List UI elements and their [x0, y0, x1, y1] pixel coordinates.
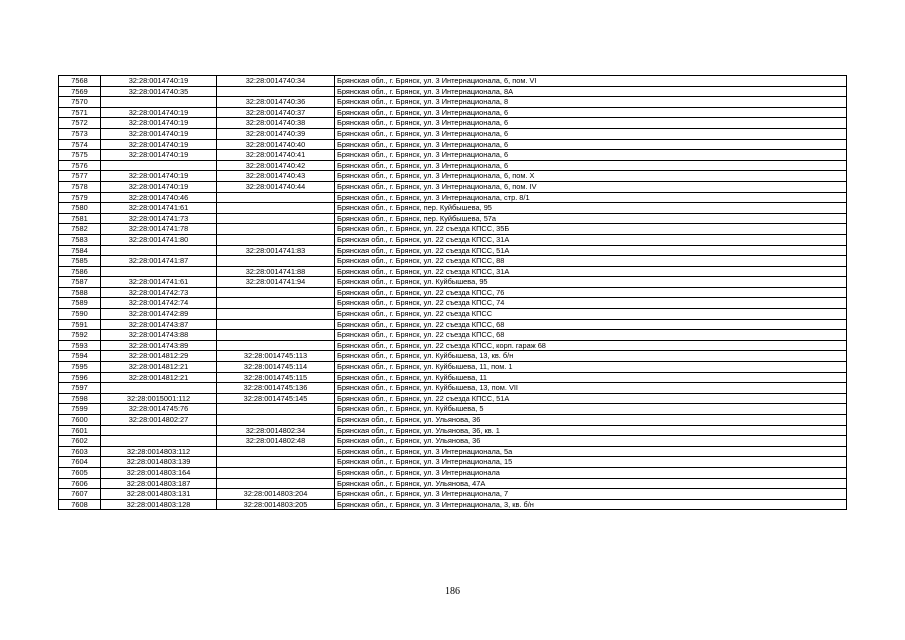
table-row: [59, 234, 847, 245]
row-number-cell: 7582: [59, 224, 101, 235]
row-number-cell: 7583: [59, 234, 101, 245]
land-cadastral-number-cell: 32:28:0014741:61: [101, 277, 217, 288]
land-cadastral-number-cell: 32:28:0014812:29: [101, 351, 217, 362]
row-number-cell: 7607: [59, 489, 101, 500]
address-cell: Брянская обл., г. Брянск, ул. 3 Интернационала, 6: [335, 139, 847, 150]
row-number-cell: 7605: [59, 467, 101, 478]
row-number-cell: 7584: [59, 245, 101, 256]
row-number-cell: 7575: [59, 150, 101, 161]
object-cadastral-number-cell: 32:28:0014740:36: [217, 97, 335, 108]
table-row: [59, 489, 847, 500]
land-cadastral-number-cell: 32:28:0014803:131: [101, 489, 217, 500]
table-row: [59, 266, 847, 277]
address-cell: Брянская обл., г. Брянск, ул. 3 Интернационала, 6: [335, 160, 847, 171]
row-number-cell: 7587: [59, 277, 101, 288]
address-cell: Брянская обл., г. Брянск, ул. Ульянова, 47А: [335, 478, 847, 489]
land-cadastral-number-cell: 32:28:0014742:74: [101, 298, 217, 309]
row-number-cell: 7571: [59, 107, 101, 118]
land-cadastral-number-cell: 32:28:0014740:19: [101, 76, 217, 87]
land-cadastral-number-cell: 32:28:0014803:139: [101, 457, 217, 468]
row-number-cell: 7577: [59, 171, 101, 182]
row-number-cell: 7608: [59, 499, 101, 510]
land-cadastral-number-cell: 32:28:0014740:19: [101, 107, 217, 118]
land-cadastral-number-cell: 32:28:0014740:35: [101, 86, 217, 97]
table-row: [59, 181, 847, 192]
table-row: [59, 76, 847, 87]
address-cell: Брянская обл., г. Брянск, ул. 3 Интернационала, 6: [335, 128, 847, 139]
row-number-cell: 7600: [59, 415, 101, 426]
object-cadastral-number-cell: [217, 213, 335, 224]
object-cadastral-number-cell: [217, 330, 335, 341]
address-cell: Брянская обл., г. Брянск, ул. 22 съезда КПСС: [335, 309, 847, 320]
land-cadastral-number-cell: [101, 97, 217, 108]
table-row: [59, 128, 847, 139]
object-cadastral-number-cell: [217, 256, 335, 267]
land-cadastral-number-cell: 32:28:0014812:21: [101, 372, 217, 383]
address-cell: Брянская обл., г. Брянск, ул. 22 съезда КПСС, 76: [335, 287, 847, 298]
table-row: [59, 192, 847, 203]
object-cadastral-number-cell: 32:28:0014745:113: [217, 351, 335, 362]
address-cell: Брянская обл., г. Брянск, ул. 3 Интернационала, 8: [335, 97, 847, 108]
address-cell: Брянская обл., г. Брянск, ул. 22 съезда КПСС, 74: [335, 298, 847, 309]
table-row: [59, 86, 847, 97]
land-cadastral-number-cell: [101, 425, 217, 436]
row-number-cell: 7599: [59, 404, 101, 415]
land-cadastral-number-cell: 32:28:0015001:112: [101, 393, 217, 404]
table-row: [59, 97, 847, 108]
address-cell: Брянская обл., г. Брянск, ул. 22 съезда КПСС, 31А: [335, 234, 847, 245]
page-number: 186: [445, 586, 460, 597]
land-cadastral-number-cell: 32:28:0014812:21: [101, 362, 217, 373]
table-row: [59, 319, 847, 330]
object-cadastral-number-cell: 32:28:0014740:39: [217, 128, 335, 139]
land-cadastral-number-cell: 32:28:0014741:87: [101, 256, 217, 267]
land-cadastral-number-cell: 32:28:0014742:73: [101, 287, 217, 298]
table-row: [59, 436, 847, 447]
land-cadastral-number-cell: 32:28:0014740:46: [101, 192, 217, 203]
table-row: [59, 372, 847, 383]
row-number-cell: 7568: [59, 76, 101, 87]
row-number-cell: 7597: [59, 383, 101, 394]
object-cadastral-number-cell: 32:28:0014741:88: [217, 266, 335, 277]
object-cadastral-number-cell: 32:28:0014741:83: [217, 245, 335, 256]
land-cadastral-number-cell: 32:28:0014803:112: [101, 446, 217, 457]
address-cell: Брянская обл., г. Брянск, ул. 3 Интернационала, 8А: [335, 86, 847, 97]
address-cell: Брянская обл., г. Брянск, ул. 22 съезда КПСС, 51А: [335, 245, 847, 256]
address-cell: Брянская обл., г. Брянск, ул. 22 съезда КПСС, 35Б: [335, 224, 847, 235]
address-cell: Брянская обл., г. Брянск, ул. 3 Интернационала, 7: [335, 489, 847, 500]
address-cell: Брянская обл., г. Брянск, ул. 22 съезда КПСС, 88: [335, 256, 847, 267]
address-cell: Брянская обл., г. Брянск, ул. Куйбышева, 13, пом. VII: [335, 383, 847, 394]
table-row: [59, 309, 847, 320]
table-row: [59, 224, 847, 235]
row-number-cell: 7595: [59, 362, 101, 373]
table-row: [59, 203, 847, 214]
object-cadastral-number-cell: 32:28:0014745:145: [217, 393, 335, 404]
row-number-cell: 7601: [59, 425, 101, 436]
address-cell: Брянская обл., г. Брянск, пер. Куйбышева, 57а: [335, 213, 847, 224]
address-cell: Брянская обл., г. Брянск, ул. 22 съезда КПСС, 51А: [335, 393, 847, 404]
address-cell: Брянская обл., г. Брянск, ул. 3 Интернационала, 5а: [335, 446, 847, 457]
land-cadastral-number-cell: 32:28:0014742:89: [101, 309, 217, 320]
table-row: [59, 478, 847, 489]
object-cadastral-number-cell: 32:28:0014803:205: [217, 499, 335, 510]
object-cadastral-number-cell: [217, 309, 335, 320]
table-row: [59, 383, 847, 394]
row-number-cell: 7603: [59, 446, 101, 457]
land-cadastral-number-cell: 32:28:0014740:19: [101, 128, 217, 139]
object-cadastral-number-cell: 32:28:0014740:41: [217, 150, 335, 161]
row-number-cell: 7585: [59, 256, 101, 267]
object-cadastral-number-cell: 32:28:0014740:34: [217, 76, 335, 87]
object-cadastral-number-cell: [217, 478, 335, 489]
address-cell: Брянская обл., г. Брянск, ул. Куйбышева, 13, кв. б/н: [335, 351, 847, 362]
table-row: [59, 245, 847, 256]
row-number-cell: 7586: [59, 266, 101, 277]
table-row: [59, 150, 847, 161]
land-cadastral-number-cell: [101, 245, 217, 256]
address-cell: Брянская обл., г. Брянск, ул. 22 съезда КПСС, 31А: [335, 266, 847, 277]
property-register-table: [58, 75, 847, 510]
address-cell: Брянская обл., г. Брянск, ул. Ульянова, 36, кв. 1: [335, 425, 847, 436]
land-cadastral-number-cell: [101, 266, 217, 277]
object-cadastral-number-cell: 32:28:0014745:115: [217, 372, 335, 383]
land-cadastral-number-cell: [101, 383, 217, 394]
address-cell: Брянская обл., г. Брянск, ул. 3 Интернационала, 3, кв. б/н: [335, 499, 847, 510]
row-number-cell: 7588: [59, 287, 101, 298]
object-cadastral-number-cell: 32:28:0014803:204: [217, 489, 335, 500]
table-row: [59, 467, 847, 478]
object-cadastral-number-cell: [217, 340, 335, 351]
address-cell: Брянская обл., г. Брянск, ул. Ульянова, 36: [335, 415, 847, 426]
address-cell: Брянская обл., г. Брянск, ул. Ульянова, 36: [335, 436, 847, 447]
row-number-cell: 7594: [59, 351, 101, 362]
table-row: [59, 425, 847, 436]
object-cadastral-number-cell: [217, 446, 335, 457]
object-cadastral-number-cell: [217, 192, 335, 203]
object-cadastral-number-cell: 32:28:0014745:114: [217, 362, 335, 373]
object-cadastral-number-cell: [217, 203, 335, 214]
object-cadastral-number-cell: [217, 457, 335, 468]
object-cadastral-number-cell: [217, 234, 335, 245]
row-number-cell: 7589: [59, 298, 101, 309]
table-row: [59, 298, 847, 309]
row-number-cell: 7598: [59, 393, 101, 404]
table-row: [59, 446, 847, 457]
table-row: [59, 457, 847, 468]
table-row: [59, 160, 847, 171]
object-cadastral-number-cell: 32:28:0014740:40: [217, 139, 335, 150]
land-cadastral-number-cell: 32:28:0014740:19: [101, 171, 217, 182]
row-number-cell: 7592: [59, 330, 101, 341]
land-cadastral-number-cell: 32:28:0014740:19: [101, 139, 217, 150]
table-row: [59, 499, 847, 510]
table-row: [59, 330, 847, 341]
object-cadastral-number-cell: 32:28:0014740:37: [217, 107, 335, 118]
row-number-cell: 7580: [59, 203, 101, 214]
address-cell: Брянская обл., г. Брянск, ул. 3 Интернационала, 6: [335, 118, 847, 129]
object-cadastral-number-cell: 32:28:0014740:38: [217, 118, 335, 129]
table-row: [59, 362, 847, 373]
address-cell: Брянская обл., г. Брянск, ул. Куйбышева, 11: [335, 372, 847, 383]
row-number-cell: 7602: [59, 436, 101, 447]
land-cadastral-number-cell: 32:28:0014803:187: [101, 478, 217, 489]
address-cell: Брянская обл., г. Брянск, ул. Куйбышева, 11, пом. 1: [335, 362, 847, 373]
object-cadastral-number-cell: [217, 404, 335, 415]
land-cadastral-number-cell: 32:28:0014743:88: [101, 330, 217, 341]
table-row: [59, 139, 847, 150]
row-number-cell: 7596: [59, 372, 101, 383]
land-cadastral-number-cell: 32:28:0014741:78: [101, 224, 217, 235]
land-cadastral-number-cell: 32:28:0014803:128: [101, 499, 217, 510]
address-cell: Брянская обл., г. Брянск, ул. 3 Интернационала, 15: [335, 457, 847, 468]
row-number-cell: 7604: [59, 457, 101, 468]
address-cell: Брянская обл., г. Брянск, ул. 3 Интернационала: [335, 467, 847, 478]
land-cadastral-number-cell: 32:28:0014741:80: [101, 234, 217, 245]
row-number-cell: 7579: [59, 192, 101, 203]
object-cadastral-number-cell: 32:28:0014802:48: [217, 436, 335, 447]
row-number-cell: 7590: [59, 309, 101, 320]
object-cadastral-number-cell: [217, 298, 335, 309]
table-row: [59, 171, 847, 182]
object-cadastral-number-cell: [217, 467, 335, 478]
row-number-cell: 7570: [59, 97, 101, 108]
address-cell: Брянская обл., г. Брянск, ул. Куйбышева, 95: [335, 277, 847, 288]
table-row: [59, 287, 847, 298]
address-cell: Брянская обл., г. Брянск, ул. 3 Интернационала, стр. 8/1: [335, 192, 847, 203]
object-cadastral-number-cell: [217, 287, 335, 298]
object-cadastral-number-cell: 32:28:0014741:94: [217, 277, 335, 288]
land-cadastral-number-cell: 32:28:0014740:19: [101, 150, 217, 161]
land-cadastral-number-cell: 32:28:0014802:27: [101, 415, 217, 426]
land-cadastral-number-cell: 32:28:0014740:19: [101, 181, 217, 192]
land-cadastral-number-cell: [101, 160, 217, 171]
land-cadastral-number-cell: 32:28:0014743:87: [101, 319, 217, 330]
address-cell: Брянская обл., г. Брянск, ул. 22 съезда КПСС, корп. гараж 68: [335, 340, 847, 351]
table-row: [59, 340, 847, 351]
land-cadastral-number-cell: 32:28:0014803:164: [101, 467, 217, 478]
land-cadastral-number-cell: 32:28:0014741:73: [101, 213, 217, 224]
table-row: [59, 107, 847, 118]
row-number-cell: 7593: [59, 340, 101, 351]
object-cadastral-number-cell: 32:28:0014740:42: [217, 160, 335, 171]
object-cadastral-number-cell: [217, 86, 335, 97]
object-cadastral-number-cell: 32:28:0014802:34: [217, 425, 335, 436]
table-row: [59, 118, 847, 129]
address-cell: Брянская обл., г. Брянск, ул. 3 Интернационала, 6: [335, 107, 847, 118]
address-cell: Брянская обл., г. Брянск, ул. Куйбышева, 5: [335, 404, 847, 415]
address-cell: Брянская обл., г. Брянск, ул. 3 Интернационала, 6, пом. VI: [335, 76, 847, 87]
address-cell: Брянская обл., г. Брянск, ул. 3 Интернационала, 6: [335, 150, 847, 161]
row-number-cell: 7569: [59, 86, 101, 97]
address-cell: Брянская обл., г. Брянск, ул. 3 Интернационала, 6, пом. X: [335, 171, 847, 182]
row-number-cell: 7574: [59, 139, 101, 150]
table-row: [59, 277, 847, 288]
land-cadastral-number-cell: 32:28:0014745:76: [101, 404, 217, 415]
table-row: [59, 256, 847, 267]
address-cell: Брянская обл., г. Брянск, ул. 3 Интернационала, 6, пом. IV: [335, 181, 847, 192]
address-cell: Брянская обл., г. Брянск, ул. 22 съезда КПСС, 68: [335, 330, 847, 341]
land-cadastral-number-cell: 32:28:0014741:61: [101, 203, 217, 214]
land-cadastral-number-cell: 32:28:0014743:89: [101, 340, 217, 351]
table-row: [59, 415, 847, 426]
table-row: [59, 404, 847, 415]
land-cadastral-number-cell: 32:28:0014740:19: [101, 118, 217, 129]
row-number-cell: 7606: [59, 478, 101, 489]
table-row: [59, 213, 847, 224]
object-cadastral-number-cell: 32:28:0014740:44: [217, 181, 335, 192]
object-cadastral-number-cell: [217, 415, 335, 426]
address-cell: Брянская обл., г. Брянск, пер. Куйбышева, 95: [335, 203, 847, 214]
object-cadastral-number-cell: [217, 224, 335, 235]
row-number-cell: 7581: [59, 213, 101, 224]
row-number-cell: 7572: [59, 118, 101, 129]
address-cell: Брянская обл., г. Брянск, ул. 22 съезда КПСС, 68: [335, 319, 847, 330]
row-number-cell: 7576: [59, 160, 101, 171]
table-row: [59, 351, 847, 362]
row-number-cell: 7591: [59, 319, 101, 330]
object-cadastral-number-cell: 32:28:0014740:43: [217, 171, 335, 182]
row-number-cell: 7578: [59, 181, 101, 192]
table-row: [59, 393, 847, 404]
table-body: [59, 76, 847, 510]
object-cadastral-number-cell: 32:28:0014745:136: [217, 383, 335, 394]
object-cadastral-number-cell: [217, 319, 335, 330]
land-cadastral-number-cell: [101, 436, 217, 447]
row-number-cell: 7573: [59, 128, 101, 139]
